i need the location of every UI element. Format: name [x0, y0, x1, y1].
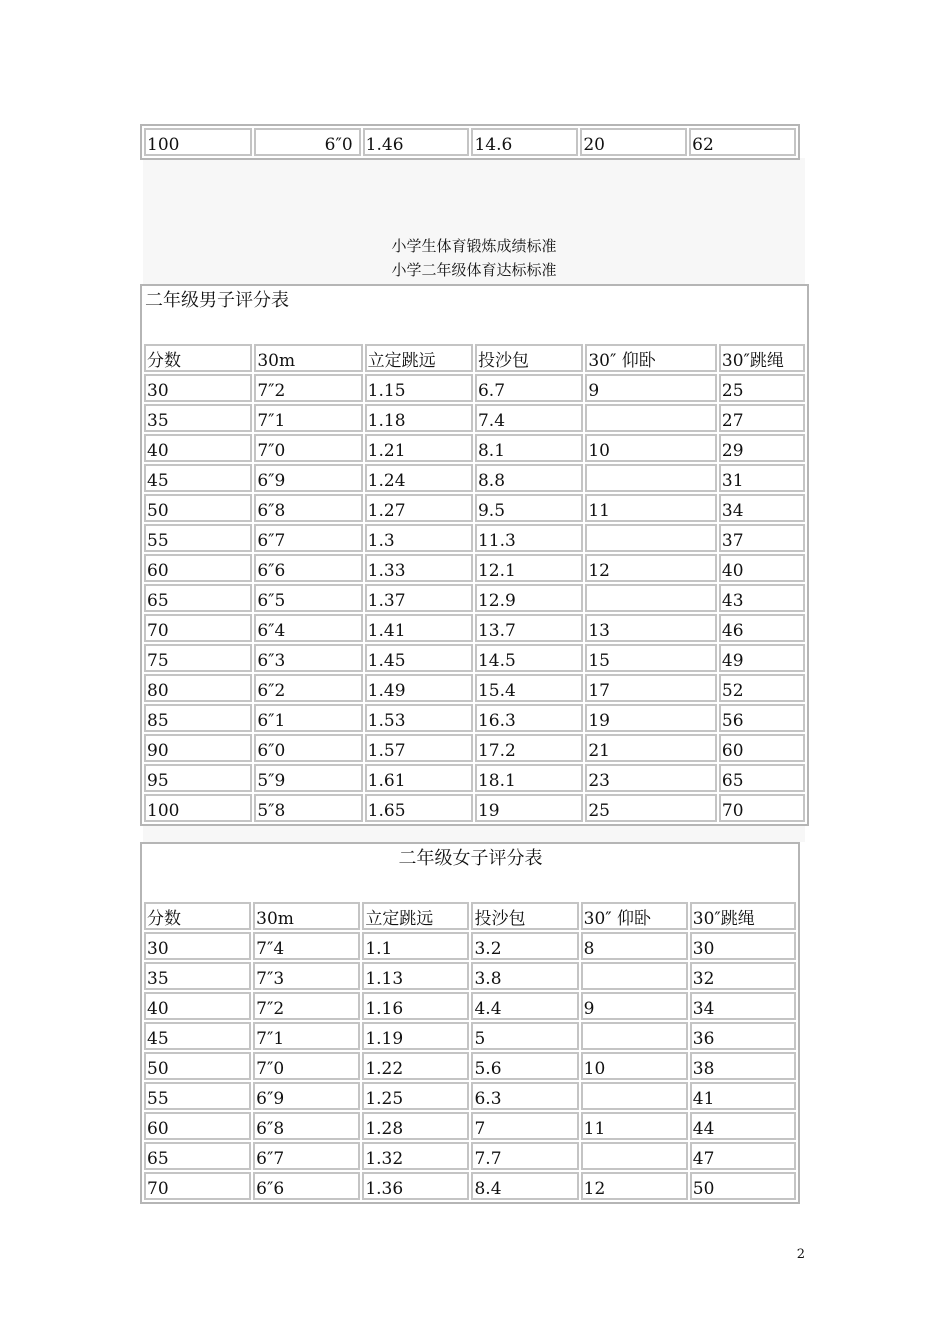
- table-cell: 1.49: [365, 674, 473, 702]
- table-cell: 1.46: [363, 128, 470, 156]
- table-cell: 70: [144, 614, 252, 642]
- table-row: [144, 434, 805, 462]
- table-cell: 1.33: [365, 554, 473, 582]
- table-cell: 9: [585, 374, 717, 402]
- table-cell: 25: [719, 374, 805, 402]
- table-cell: 6″9: [253, 1082, 360, 1110]
- table-cell: 7″0: [254, 434, 362, 462]
- table-cell: 1.13: [362, 962, 469, 990]
- table-cell: 1.27: [365, 494, 473, 522]
- table-cell: 13: [585, 614, 717, 642]
- table-cell: 6″4: [254, 614, 362, 642]
- table-cell: 6″3: [254, 644, 362, 672]
- column-header: 30″ 仰卧: [581, 902, 688, 930]
- table-cell: 1.18: [365, 404, 473, 432]
- table-cell: 6″0: [254, 128, 361, 156]
- table-cell: 1.53: [365, 704, 473, 732]
- table-cell: 7.4: [475, 404, 583, 432]
- table-cell: 25: [585, 794, 717, 822]
- column-header: 30″ 仰卧: [585, 344, 717, 372]
- table-cell: 65: [144, 584, 252, 612]
- table-cell: 41: [690, 1082, 796, 1110]
- table-cell: 20: [580, 128, 687, 156]
- table-cell: 1.41: [365, 614, 473, 642]
- table-row: [144, 464, 805, 492]
- table-cell: 7″2: [254, 374, 362, 402]
- table-row: [144, 374, 805, 402]
- table-cell: 29: [719, 434, 805, 462]
- table-row: [144, 794, 805, 822]
- table-cell: [581, 1082, 688, 1110]
- table-cell: 11.3: [475, 524, 583, 552]
- table-cell: 14.5: [475, 644, 583, 672]
- table-cell: 100: [144, 128, 252, 156]
- table-cell: 6″7: [253, 1142, 360, 1170]
- table-cell: 12: [585, 554, 717, 582]
- table-row: [144, 584, 805, 612]
- table-cell: 1.37: [365, 584, 473, 612]
- table-row: [144, 614, 805, 642]
- table-cell: 1.19: [362, 1022, 469, 1050]
- table-cell: 1.3: [365, 524, 473, 552]
- table-cell: 32: [690, 962, 796, 990]
- table-cell: 7″3: [253, 962, 360, 990]
- table-cell: 65: [719, 764, 805, 792]
- table-cell: 36: [690, 1022, 796, 1050]
- table-cell: 44: [690, 1112, 796, 1140]
- table-row: [144, 554, 805, 582]
- table-cell: 6″8: [254, 494, 362, 522]
- table-cell: 14.6: [471, 128, 578, 156]
- table-cell: 15.4: [475, 674, 583, 702]
- table-cell: 34: [719, 494, 805, 522]
- table-cell: 90: [144, 734, 252, 762]
- table-cell: 1.36: [362, 1172, 469, 1200]
- table-cell: 10: [581, 1052, 688, 1080]
- table-cell: 21: [585, 734, 717, 762]
- table-cell: 18.1: [475, 764, 583, 792]
- table-cell: 47: [690, 1142, 796, 1170]
- table-cell: 7″1: [254, 404, 362, 432]
- table-cell: 55: [144, 1082, 251, 1110]
- table-cell: 5.6: [471, 1052, 578, 1080]
- girls-score-table: [140, 842, 800, 1204]
- table-row: [144, 1172, 796, 1200]
- table-cell: 1.22: [362, 1052, 469, 1080]
- table-row: [144, 128, 796, 156]
- table-cell: 8.1: [475, 434, 583, 462]
- table-cell: 7″2: [253, 992, 360, 1020]
- table-cell: 1.15: [365, 374, 473, 402]
- table-row: [144, 1082, 796, 1110]
- column-header: 分数: [144, 902, 251, 930]
- table-cell: 6″1: [254, 704, 362, 732]
- table-cell: 6″6: [254, 554, 362, 582]
- table-row: [144, 1052, 796, 1080]
- table-cell: 19: [475, 794, 583, 822]
- table-cell: 5″8: [254, 794, 362, 822]
- table-cell: 3.8: [471, 962, 578, 990]
- table-header-row: [144, 344, 805, 372]
- column-header: 立定跳远: [362, 902, 469, 930]
- table-cell: 1.25: [362, 1082, 469, 1110]
- table-cell: [581, 1022, 688, 1050]
- table-cell: 30: [144, 374, 252, 402]
- table-row: [144, 404, 805, 432]
- table-row: [144, 704, 805, 732]
- table-title-row: [144, 288, 805, 342]
- table-cell: 50: [144, 1052, 251, 1080]
- table-title: 二年级女子评分表: [398, 848, 543, 869]
- table-cell: 1.24: [365, 464, 473, 492]
- table-cell: 8.8: [475, 464, 583, 492]
- table-cell: 7″4: [253, 932, 360, 960]
- table-cell: 9.5: [475, 494, 583, 522]
- table-cell: [581, 962, 688, 990]
- table-cell: 6″0: [254, 734, 362, 762]
- table-cell: 40: [144, 992, 251, 1020]
- table-cell: 6″9: [254, 464, 362, 492]
- table-cell: 50: [690, 1172, 796, 1200]
- section-heading: 小学生体育锻炼成绩标准: [391, 237, 557, 255]
- table-cell: 43: [719, 584, 805, 612]
- table-cell: 1.45: [365, 644, 473, 672]
- table-cell: 95: [144, 764, 252, 792]
- table-cell: 7″0: [253, 1052, 360, 1080]
- table-cell: 40: [144, 434, 252, 462]
- column-header: 30″跳绳: [719, 344, 805, 372]
- table-row: [144, 494, 805, 522]
- table-cell: 10: [585, 434, 717, 462]
- table-cell: 60: [719, 734, 805, 762]
- table-cell: 19: [585, 704, 717, 732]
- table-cell: 56: [719, 704, 805, 732]
- table-row: [144, 962, 796, 990]
- table-title: 二年级男子评分表: [145, 290, 289, 311]
- table-cell: 38: [690, 1052, 796, 1080]
- table-row: [144, 734, 805, 762]
- table-row: [144, 674, 805, 702]
- table-cell: 17.2: [475, 734, 583, 762]
- table-cell: 45: [144, 1022, 251, 1050]
- table-cell: 37: [719, 524, 805, 552]
- table-cell: 6″2: [254, 674, 362, 702]
- table-cell: 6″6: [253, 1172, 360, 1200]
- table-cell: 30: [690, 932, 796, 960]
- table-cell: 7.7: [471, 1142, 578, 1170]
- table-cell: 85: [144, 704, 252, 732]
- table-cell: 8: [581, 932, 688, 960]
- table-cell: 15: [585, 644, 717, 672]
- table-cell: 6″5: [254, 584, 362, 612]
- column-header: 30m: [254, 344, 362, 372]
- table-cell: 50: [144, 494, 252, 522]
- table-cell: 49: [719, 644, 805, 672]
- table-cell: 70: [144, 1172, 251, 1200]
- table-cell: 9: [581, 992, 688, 1020]
- table-cell: 11: [585, 494, 717, 522]
- column-header: 投沙包: [471, 902, 578, 930]
- table-header-row: [144, 902, 796, 930]
- table-cell: 1.61: [365, 764, 473, 792]
- table-cell: 1.57: [365, 734, 473, 762]
- table-cell: 1.28: [362, 1112, 469, 1140]
- table-cell: 5: [471, 1022, 578, 1050]
- table-cell: 80: [144, 674, 252, 702]
- table-cell: 5″9: [254, 764, 362, 792]
- table-cell: 60: [144, 1112, 251, 1140]
- table-cell: 6.3: [471, 1082, 578, 1110]
- table-cell: 3.2: [471, 932, 578, 960]
- table-cell: 52: [719, 674, 805, 702]
- column-header: 30″跳绳: [690, 902, 796, 930]
- table-cell: 35: [144, 404, 252, 432]
- table-cell: 46: [719, 614, 805, 642]
- table-cell: 6″8: [253, 1112, 360, 1140]
- table-cell: 7: [471, 1112, 578, 1140]
- column-header: 投沙包: [475, 344, 583, 372]
- table-cell: 1.21: [365, 434, 473, 462]
- table-cell: 70: [719, 794, 805, 822]
- table-cell: 55: [144, 524, 252, 552]
- table-row: [144, 932, 796, 960]
- table-cell: 23: [585, 764, 717, 792]
- table-row: [144, 1022, 796, 1050]
- table-cell: 1.16: [362, 992, 469, 1020]
- table-cell: 62: [689, 128, 796, 156]
- table-cell: [581, 1142, 688, 1170]
- table-row: [144, 1142, 796, 1170]
- table-cell: 12: [581, 1172, 688, 1200]
- table-cell: 40: [719, 554, 805, 582]
- table-cell: 12.9: [475, 584, 583, 612]
- table-cell: 7″1: [253, 1022, 360, 1050]
- table-cell: [585, 524, 717, 552]
- table-cell: 35: [144, 962, 251, 990]
- table-cell: 13.7: [475, 614, 583, 642]
- table-cell: 17: [585, 674, 717, 702]
- section-subheading: 小学二年级体育达标标准: [391, 261, 557, 279]
- page-number: 2: [796, 1247, 805, 1262]
- table-cell: 16.3: [475, 704, 583, 732]
- table-cell: 4.4: [471, 992, 578, 1020]
- table-cell: [585, 404, 717, 432]
- boys-score-table: [140, 284, 809, 826]
- table-row: [144, 644, 805, 672]
- table-cell: [585, 464, 717, 492]
- table-cell: 45: [144, 464, 252, 492]
- table-cell: [585, 584, 717, 612]
- table-row: [144, 764, 805, 792]
- table-cell: 1.1: [362, 932, 469, 960]
- table-cell: 12.1: [475, 554, 583, 582]
- table-cell: 60: [144, 554, 252, 582]
- table-cell: 6.7: [475, 374, 583, 402]
- table-cell: 75: [144, 644, 252, 672]
- column-header: 30m: [253, 902, 360, 930]
- table-cell: 100: [144, 794, 252, 822]
- table-cell: 31: [719, 464, 805, 492]
- table-cell: 1.32: [362, 1142, 469, 1170]
- table-row: [144, 524, 805, 552]
- table-cell: 6″7: [254, 524, 362, 552]
- table-cell: 65: [144, 1142, 251, 1170]
- table-cell: 8.4: [471, 1172, 578, 1200]
- table-cell: 11: [581, 1112, 688, 1140]
- table-row: [144, 992, 796, 1020]
- table-cell: 30: [144, 932, 251, 960]
- table-cell: 34: [690, 992, 796, 1020]
- table-title-row: [144, 846, 796, 900]
- column-header: 分数: [144, 344, 252, 372]
- table-cell: 1.65: [365, 794, 473, 822]
- column-header: 立定跳远: [365, 344, 473, 372]
- table-row: [144, 1112, 796, 1140]
- carryover-table: [140, 124, 800, 160]
- table-cell: 27: [719, 404, 805, 432]
